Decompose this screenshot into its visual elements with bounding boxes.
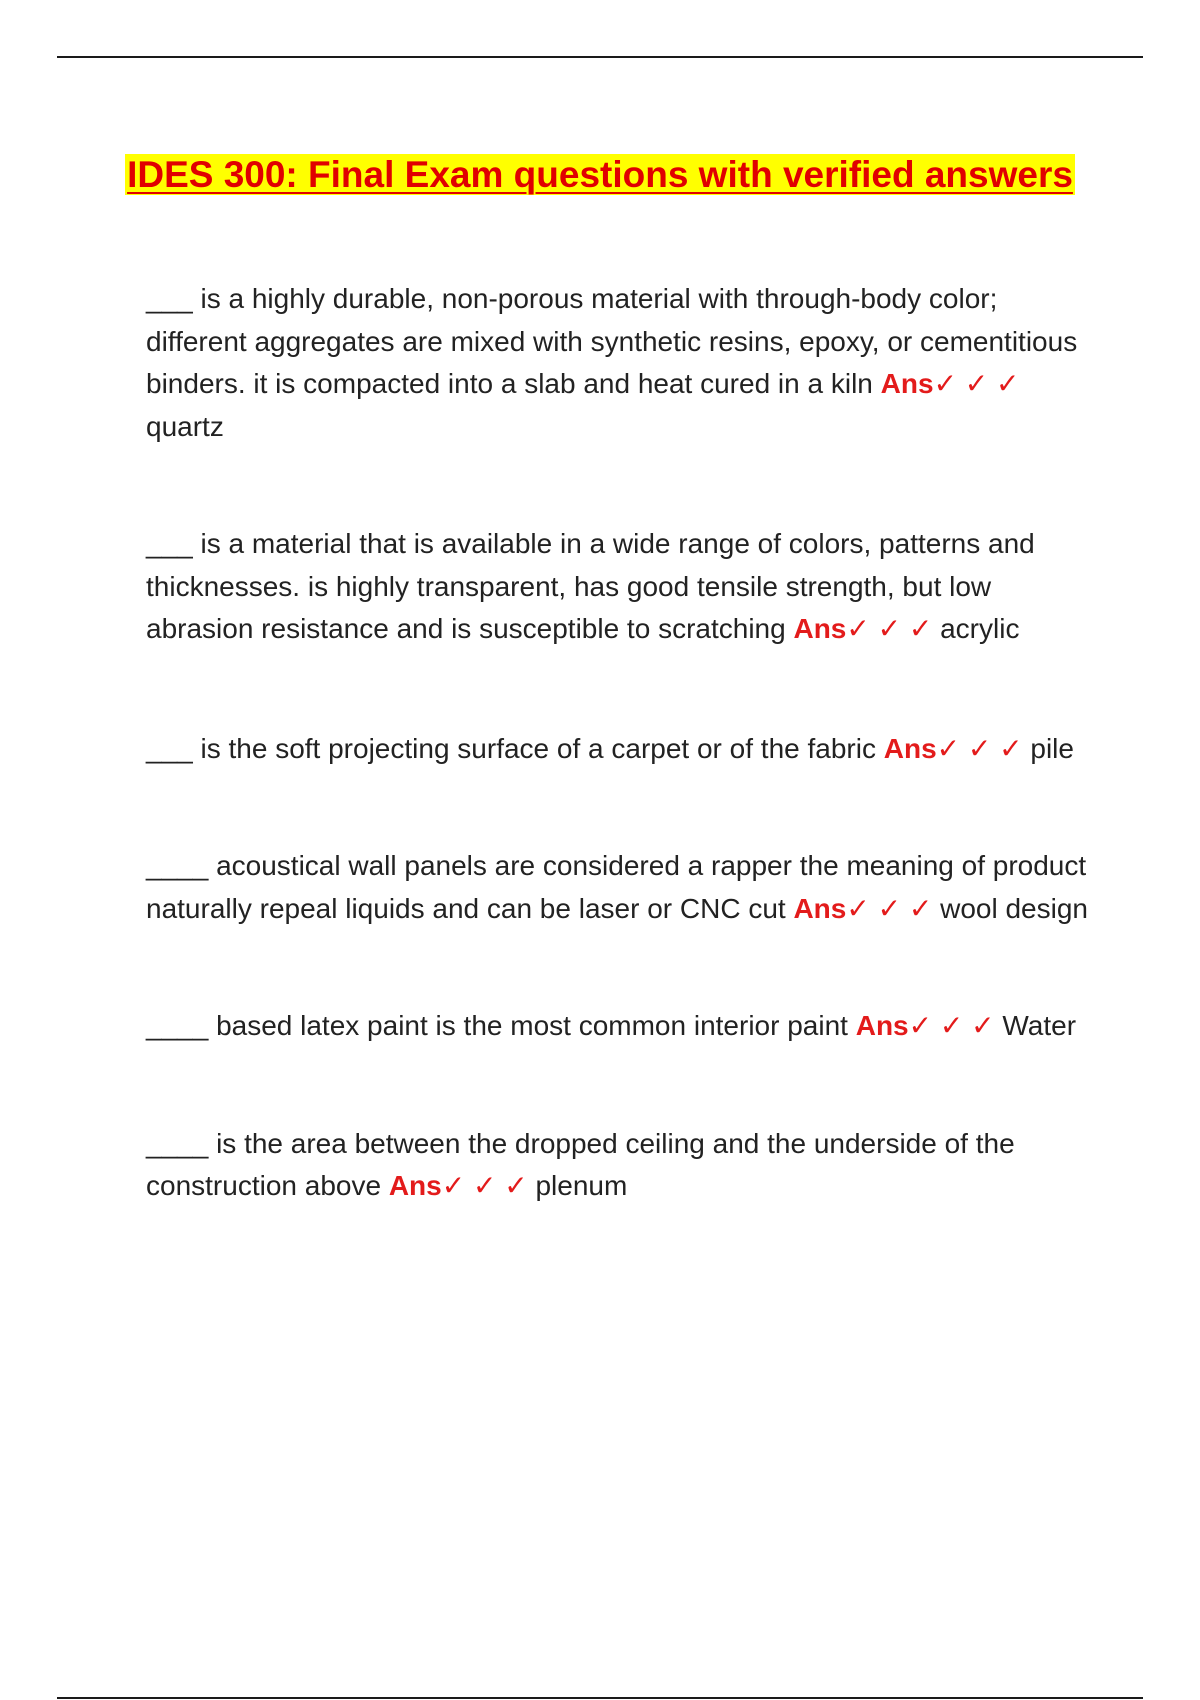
question-text: ____ is the area between the dropped ceiling and the underside of the construction above <box>146 1127 1015 1201</box>
check-marks-icon: ✓ ✓ ✓ <box>936 732 1023 764</box>
check-marks-icon: ✓ ✓ ✓ <box>908 1010 995 1041</box>
footer-rule <box>57 1697 1143 1699</box>
question-text: ___ is the soft projecting surface of a carpet or of the fabric <box>146 732 876 764</box>
answer-label: Ans <box>880 368 934 399</box>
answer-text: quartz <box>146 410 224 442</box>
answer-text: plenum <box>535 1170 628 1201</box>
title-block <box>0 146 1200 203</box>
qa-item <box>146 1123 1096 1208</box>
answer-label: Ans <box>883 732 937 764</box>
header-rule <box>57 56 1143 58</box>
answer-text: acrylic <box>940 613 1020 644</box>
qa-item <box>146 278 1096 448</box>
question-text: ____ acoustical wall panels are considered a rapper the meaning of product naturally repeal liquids and can be laser or CNC cut <box>146 850 1087 924</box>
answer-label: Ans <box>388 1170 442 1201</box>
qa-item <box>146 845 1096 930</box>
page-title: IDES 300: Final Exam questions with verified answers <box>127 154 1073 195</box>
question-text: ___ is a highly durable, non-porous material with through-body color; different aggregates are mixed with synthetic resins, epoxy, or cementitious binders. it is compacted into a slab and heat cured in a kiln <box>146 283 1078 399</box>
qa-list <box>146 278 1096 1208</box>
qa-item <box>146 1005 1096 1048</box>
qa-item <box>146 728 1096 771</box>
check-marks-icon: ✓ ✓ ✓ <box>441 1170 528 1201</box>
answer-text: pile <box>1030 732 1074 764</box>
answer-text: wool design <box>940 892 1088 924</box>
check-marks-icon: ✓ ✓ ✓ <box>933 368 1020 399</box>
answer-label: Ans <box>855 1010 909 1041</box>
check-marks-icon: ✓ ✓ ✓ <box>846 892 933 924</box>
question-text: ___ is a material that is available in a wide range of colors, patterns and thicknesses. is highly transparent, has good tensile strength, but low abrasion resistance and is susceptible to scratching <box>146 528 1035 644</box>
qa-item <box>146 523 1096 651</box>
answer-label: Ans <box>793 892 847 924</box>
question-text: ____ based latex paint is the most common interior paint <box>146 1010 848 1041</box>
check-marks-icon: ✓ ✓ ✓ <box>846 613 933 644</box>
answer-text: Water <box>1002 1010 1077 1041</box>
answer-label: Ans <box>793 613 847 644</box>
